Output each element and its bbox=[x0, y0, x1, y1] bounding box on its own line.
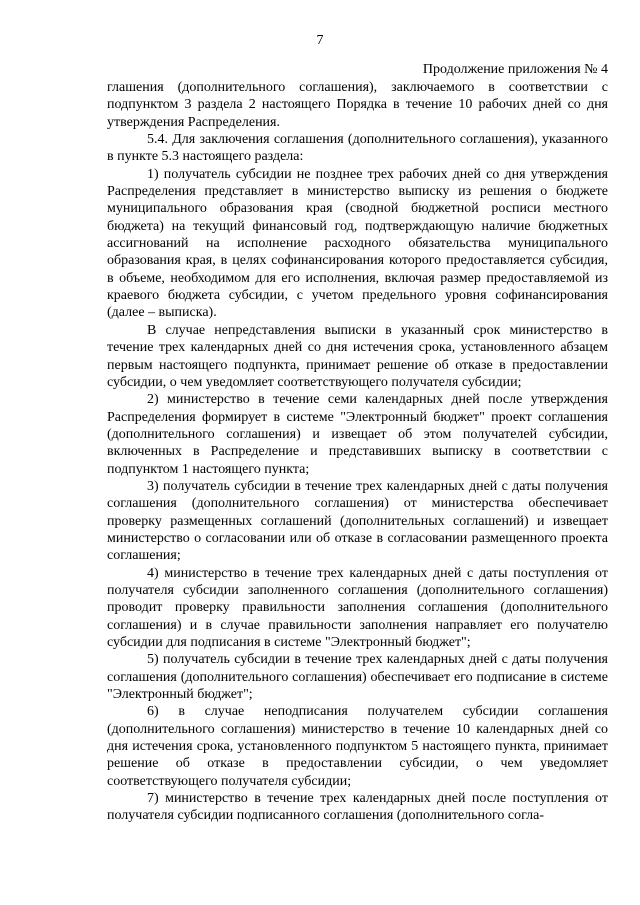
paragraph: 6) в случае неподписания получателем субсидии соглашения (дополнительного соглашения) министерство в течение 10 календарных дней со дня истечения срока, установленного подпунктом 5 настоящего пункта, принимает решение об отказе в предоставлении субсидии, о чем уведомляет соответствующего получателя субсидии; bbox=[107, 704, 608, 789]
paragraph: глашения (дополнительного соглашения), заключаемого в соответствии с подпунктом 3 раздела 2 настоящего Порядка в течение 10 рабочих дней со дня утверждения Распределения. bbox=[107, 80, 608, 130]
paragraph: 2) министерство в течение семи календарных дней после утверждения Распределения формирует в системе "Электронный бюджет" проект соглашения (дополнительного соглашения) и извещает об этом получателей субсидии, включенных в Распределение и представивших выписку в соответствии с подпунктом 1 настоящего пункта; bbox=[107, 392, 608, 477]
paragraph: 1) получатель субсидии не позднее трех рабочих дней со дня утверждения Распределения представляет в министерство выписку из решения о бюджете муниципального образования края (сводной бюджетной росписи местного бюджета) на текущий финансовый год, подтверждающую наличие бюджетных ассигнований на исполнение расходного обязательства муниципального образования края, в целях софинансирования которого предоставляется субсидия, в объеме, необходимом для его исполнения, включая размер предоставляемой из краевого бюджета субсидии, с учетом предельного уровня софинансирования (далее – выписка). bbox=[107, 166, 608, 321]
paragraph: 5.4. Для заключения соглашения (дополнительного соглашения), указанного в пункте 5.3 настоящего раздела: bbox=[107, 132, 608, 165]
paragraph: 7) министерство в течение трех календарных дней после поступления от получателя субсидии подписанного соглашения (дополнительного согла- bbox=[107, 791, 608, 824]
page-number: 7 bbox=[316, 33, 324, 48]
continuation-header: Продолжение приложения № 4 bbox=[422, 62, 608, 77]
paragraph: В случае непредставления выписки в указанный срок министерство в течение трех календарных дней со дня истечения срока, установленного абзацем первым настоящего подпункта, принимает решение об отказе в предоставлении субсидии, о чем уведомляет соответствующего получателя субсидии; bbox=[107, 322, 608, 390]
paragraph: 3) получатель субсидии в течение трех календарных дней с даты получения соглашения (дополнительного соглашения) от министерства обеспечивает проверку размещенных соглашений (дополнительных соглашений) и извещает министерство о согласовании или об отказе в согласовании размещенного проекта соглашения; bbox=[107, 478, 608, 564]
paragraph: 4) министерство в течение трех календарных дней с даты поступления от получателя субсидии заполненного соглашения (дополнительного соглашения) проводит проверку правильности заполнения соглашения (дополнительного соглашения) и в случае правильности заполнения направляет его получателю субсидии для подписания в системе "Электронный бюджет"; bbox=[107, 565, 608, 650]
body-text bbox=[107, 79, 608, 825]
paragraph: 5) получатель субсидии в течение трех календарных дней с даты получения соглашения (дополнительного соглашения) обеспечивает его подписание в системе "Электронный бюджет"; bbox=[107, 652, 608, 703]
